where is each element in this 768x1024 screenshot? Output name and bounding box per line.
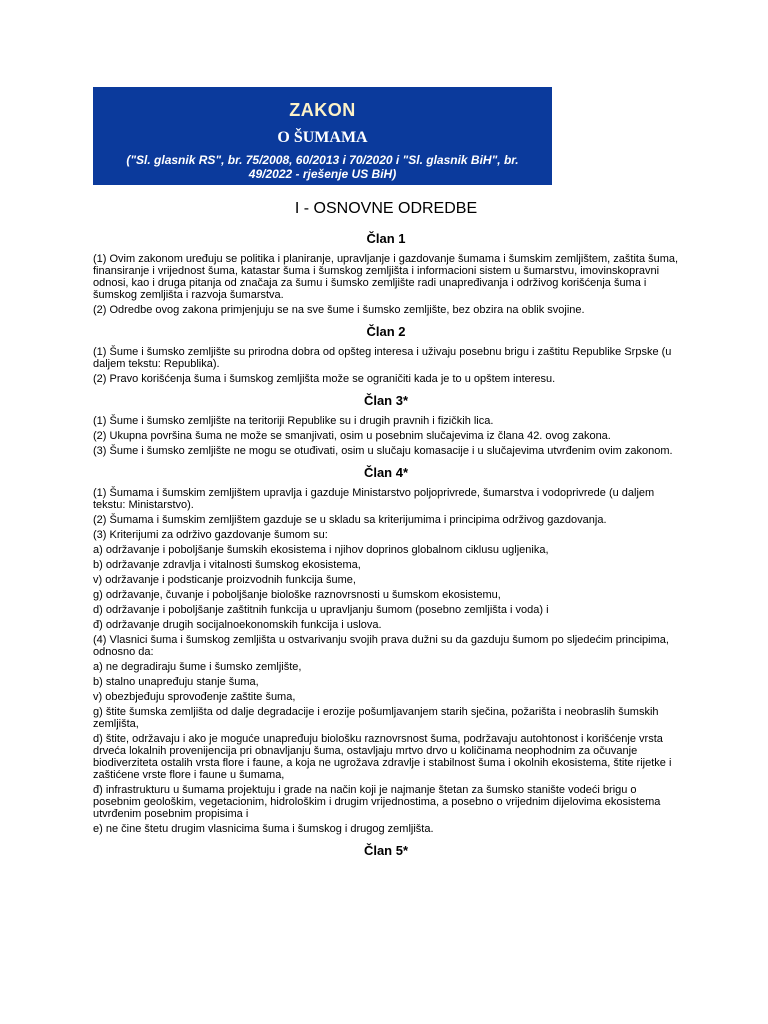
article-paragraph: (4) Vlasnici šuma i šumskog zemljišta u ostvarivanju svojih prava dužni su da gazduju šumom po sljedećim principima, odnosno da:	[93, 634, 669, 658]
article-paragraph: g) održavanje, čuvanje i poboljšanje biološke raznovrsnosti u šumskom ekosistemu,	[93, 589, 501, 601]
article-paragraph: (2) Pravo korišćenja šuma i šumskog zemljišta može se ograničiti kada je to u opštem interesu.	[93, 373, 556, 385]
article-title: Član 5*	[363, 843, 409, 858]
article-paragraph: (2) Odredbe ovog zakona primjenjuju se na sve šume i šumsko zemljište, bez obzira na oblik svojine.	[93, 304, 585, 316]
article-paragraph: (1) Ovim zakonom uređuju se politika i planiranje, upravljanje i gazdovanje šumama i šumskim zemljištem, zaštita šuma, finansiranje i vrijednost šuma, katastar šuma i šumskog zemljišta i informacioni sistem u šumarstvu, imovinskopravni odnosi, kao i druga pitanja od značaja za šumu i šumsko zemljište radi unapređivanja i održivog korišćenja šuma i šumskog zemljišta i razvoja šumarstva.	[93, 253, 679, 301]
article-paragraph: e) ne čine štetu drugim vlasnicima šuma i šumskog i drugog zemljišta.	[93, 823, 434, 835]
section-title: I - OSNOVNE ODREDBE	[294, 200, 478, 217]
article-paragraph: (1) Šumama i šumskim zemljištem upravlja i gazduje Ministarstvo poljoprivrede, šumarstva i vodoprivrede (u daljem tekstu: Ministarstvo).	[93, 487, 655, 511]
document-body	[93, 199, 679, 867]
article	[93, 465, 679, 835]
article-paragraph: d) štite, održavaju i ako je moguće unapređuju biološku raznovrsnost šuma, podržavaju autohtonost i korišćenje vrsta drveća lokalnih provenijencija pri obnavljanju šuma, ostavljaju mrtvo drvo u količinama neophodnim za očuvanje biodiverziteta ostalih vrsta flore i faune, a koja ne ugrožava zdravlje i stabilnost šuma i okolnih ekosistema, štite rijetke i zaštićene vrste flore i faune u šumama,	[93, 733, 672, 781]
article-paragraph: v) obezbjeđuju sprovođenje zaštite šuma,	[93, 691, 296, 703]
article-paragraph: đ) infrastrukturu u šumama projektuju i grade na način koji je najmanje štetan za šumsko stanište vodeći brigu o posebnim geološkim, vegetacionim, hidrološkim i drugim vrijednostima, a posebno o vrijednim dijelovima ekosistema utvrđenim posebnim propisima i	[93, 784, 661, 820]
article-paragraph: d) održavanje i poboljšanje zaštitnih funkcija u upravljanju šumom (posebno zemljišta i voda) i	[93, 604, 549, 616]
article	[93, 843, 679, 859]
article	[93, 324, 679, 385]
article-paragraph: a) ne degradiraju šume i šumsko zemljište,	[93, 661, 302, 673]
article-paragraph: (2) Šumama i šumskim zemljištem gazduje se u skladu sa kriterijumima i principima održivog gazdovanja.	[93, 514, 607, 526]
law-header-banner	[93, 87, 552, 185]
law-subtitle: O ŠUMAMA	[277, 129, 368, 146]
law-source-citation: ("Sl. glasnik RS", br. 75/2008, 60/2013 i 70/2020 i "Sl. glasnik BiH", br. 49/2022 - rješenje US BiH)	[126, 153, 519, 181]
article-title: Član 3*	[363, 393, 409, 408]
article-paragraph: b) stalno unapređuju stanje šuma,	[93, 676, 259, 688]
article-title: Član 2	[366, 324, 406, 339]
articles-list	[93, 231, 679, 859]
article-title: Član 4*	[363, 465, 409, 480]
article	[93, 231, 679, 316]
article-title: Član 1	[366, 231, 406, 246]
article-paragraph: v) održavanje i podsticanje proizvodnih funkcija šume,	[93, 574, 356, 586]
article	[93, 393, 679, 457]
article-paragraph: (1) Šume i šumsko zemljište na teritoriji Republike su i drugih pravnih i fizičkih lica.	[93, 415, 494, 427]
article-paragraph: b) održavanje zdravlja i vitalnosti šumskog ekosistema,	[93, 559, 361, 571]
article-paragraph: (1) Šume i šumsko zemljište su prirodna dobra od opšteg interesa i uživaju posebnu brigu i zaštitu Republike Srpske (u daljem tekstu: Republika).	[93, 346, 672, 370]
article-paragraph: (2) Ukupna površina šuma ne može se smanjivati, osim u posebnim slučajevima iz člana 42. ovog zakona.	[93, 430, 611, 442]
article-paragraph: (3) Kriterijumi za održivo gazdovanje šumom su:	[93, 529, 328, 541]
article-paragraph: g) štite šumska zemljišta od dalje degradacije i erozije pošumljavanjem starih sječina, požarišta i neobraslih šumskih zemljišta,	[93, 706, 659, 730]
article-paragraph: a) održavanje i poboljšanje šumskih ekosistema i njihov doprinos globalnom ciklusu ugljenika,	[93, 544, 549, 556]
law-title: ZAKON	[289, 100, 356, 120]
article-paragraph: (3) Šume i šumsko zemljište ne mogu se otuđivati, osim u slučaju komasacije i u slučajevima utvrđenim ovim zakonom.	[93, 445, 673, 457]
article-paragraph: đ) održavanje drugih socijalnoekonomskih funkcija i uslova.	[93, 619, 382, 631]
